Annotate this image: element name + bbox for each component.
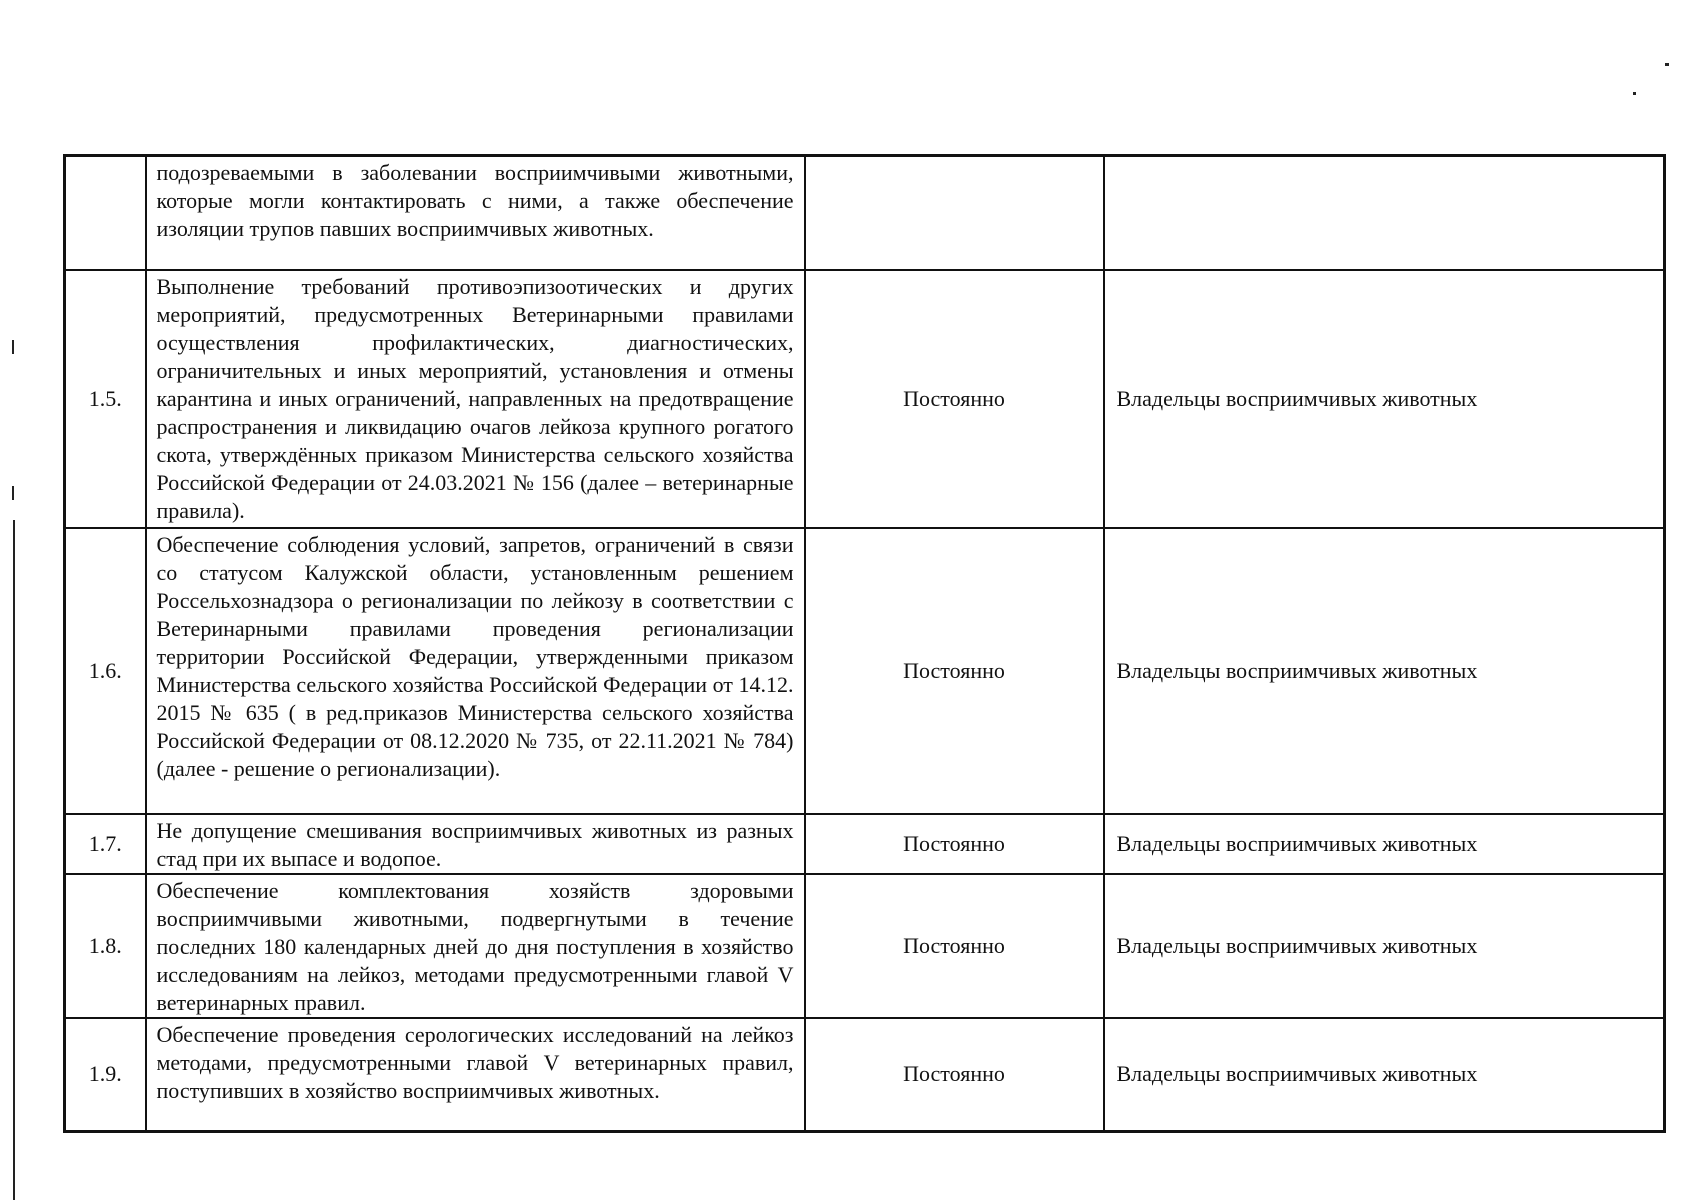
table-row: [65, 528, 1665, 814]
term-cell: Постоянно: [805, 874, 1104, 1018]
measures-table: [63, 154, 1666, 1133]
responsible-cell: Владельцы восприимчивых животных: [1104, 528, 1665, 814]
responsible-cell: Владельцы восприимчивых животных: [1104, 1018, 1665, 1132]
scan-dot: [1633, 92, 1636, 95]
scan-dot: [1665, 63, 1669, 66]
table-row: [65, 814, 1665, 874]
measure-text: Обеспечение комплектования хозяйств здоровыми восприимчивыми животными, подвергнутыми в течение последних 180 календарных дней до дня поступления в хозяйство исследованиям на лейкоз, методами предусмотренными главой V ветеринарных правил.: [146, 874, 805, 1018]
measure-text: Не допущение смешивания восприимчивых животных из разных стад при их выпасе и водопое.: [146, 814, 805, 874]
responsible-cell: Владельцы восприимчивых животных: [1104, 270, 1665, 528]
row-number: [65, 156, 146, 270]
measure-text: Обеспечение проведения серологических исследований на лейкоз методами, предусмотренными главой V ветеринарных правил, поступивших в хозяйство восприимчивых животных.: [146, 1018, 805, 1132]
term-cell: Постоянно: [805, 1018, 1104, 1132]
measure-text: подозреваемыми в заболевании восприимчивыми животными, которые могли контактировать с ними, а также обеспечение изоляции трупов павших восприимчивых животных.: [146, 156, 805, 270]
term-cell: [805, 156, 1104, 270]
table-row: [65, 874, 1665, 1018]
table-row: [65, 270, 1665, 528]
row-number: 1.7.: [65, 814, 146, 874]
term-cell: Постоянно: [805, 270, 1104, 528]
responsible-cell: Владельцы восприимчивых животных: [1104, 874, 1665, 1018]
row-number: 1.9.: [65, 1018, 146, 1132]
scan-mark: [12, 340, 14, 354]
term-cell: Постоянно: [805, 528, 1104, 814]
measure-text: Выполнение требований противоэпизоотических и других мероприятий, предусмотренных Ветеринарными правилами осуществления профилактических, диагностических, ограничительных и иных мероприятий, установления и отмены карантина и иных ограничений, направленных на предотвращение распространения и ликвидацию очагов лейкоза крупного рогатого скота, утверждённых приказом Министерства сельского хозяйства Российской Федерации от 24.03.2021 № 156 (далее – ветеринарные правила).: [146, 270, 805, 528]
table-row: [65, 156, 1665, 270]
responsible-cell: [1104, 156, 1665, 270]
row-number: 1.8.: [65, 874, 146, 1018]
row-number: 1.6.: [65, 528, 146, 814]
scan-edge-line: [13, 520, 15, 1200]
row-number: 1.5.: [65, 270, 146, 528]
scan-mark: [12, 486, 14, 500]
term-cell: Постоянно: [805, 814, 1104, 874]
responsible-cell: Владельцы восприимчивых животных: [1104, 814, 1665, 874]
table-row: [65, 1018, 1665, 1132]
measure-text: Обеспечение соблюдения условий, запретов, ограничений в связи со статусом Калужской области, установленным решением Россельхознадзора о регионализации по лейкозу в соответствии с Ветеринарными правилами проведения регионализации территории Российской Федерации, утвержденными приказом Министерства сельского хозяйства Российской Федерации от 14.12. 2015 № 635 ( в ред.приказов Министерства сельского хозяйства Российской Федерации от 08.12.2020 № 735, от 22.11.2021 № 784) (далее - решение о регионализации).: [146, 528, 805, 814]
